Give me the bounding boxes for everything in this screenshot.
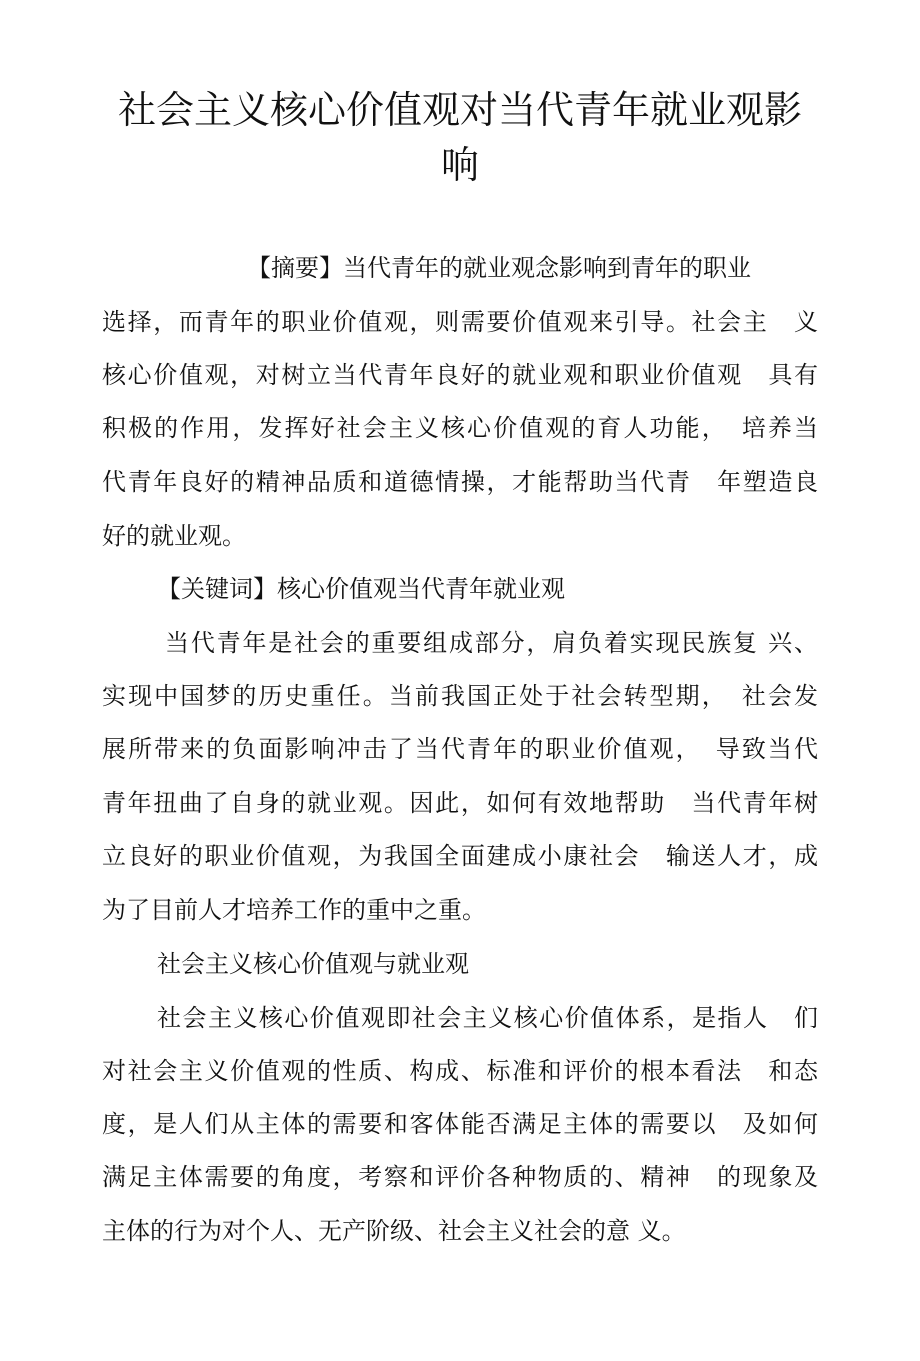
abstract-line: 好的就业观。 [102,522,246,550]
section-heading: 社会主义核心价值观与就业观 [157,950,469,978]
abstract-line: 选择，而青年的职业价值观，则需要价值观来引导。社会主 义 [102,308,818,336]
abstract-line: 核心价值观，对树立当代青年良好的就业观和职业价值观 具有 [102,361,818,389]
paragraph-line: 为了目前人才培养工作的重中之重。 [102,896,486,924]
paragraph-line: 当代青年是社会的重要组成部分，肩负着实现民族复 兴、 [165,629,818,657]
abstract-line: 积极的作用，发挥好社会主义核心价值观的育人功能， 培养当 [102,414,818,442]
paragraph-line: 青年扭曲了自身的就业观。因此，如何有效地帮助 当代青年树 [102,789,818,817]
paragraph-line: 实现中国梦的历史重任。当前我国正处于社会转型期， 社会发 [102,682,818,710]
paragraph-line: 社会主义核心价值观即社会主义核心价值体系，是指人 们 [157,1004,818,1032]
title-line-1: 社会主义核心价值观对当代青年就业观影 [117,88,802,132]
paragraph-line: 度，是人们从主体的需要和客体能否满足主体的需要以 及如何 [102,1110,818,1138]
keywords-line: 【关键词】核心价值观当代青年就业观 [157,575,565,603]
paragraph-line: 对社会主义价值观的性质、构成、标准和评价的根本看法 和态 [102,1057,818,1085]
paragraph-line: 展所带来的负面影响冲击了当代青年的职业价值观， 导致当代 [102,735,818,763]
abstract-line: 【摘要】当代青年的就业观念影响到青年的职业 [247,254,751,282]
paragraph-line: 满足主体需要的角度，考察和评价各种物质的、精神 的现象及 [102,1163,818,1191]
paragraph-line: 立良好的职业价值观，为我国全面建成小康社会 输送人才，成 [102,842,818,870]
paragraph-line: 主体的行为对个人、无产阶级、社会主义社会的意 义。 [102,1217,686,1245]
abstract-line: 代青年良好的精神品质和道德情操，才能帮助当代青 年塑造良 [102,468,818,496]
title-line-2: 响 [440,143,479,187]
